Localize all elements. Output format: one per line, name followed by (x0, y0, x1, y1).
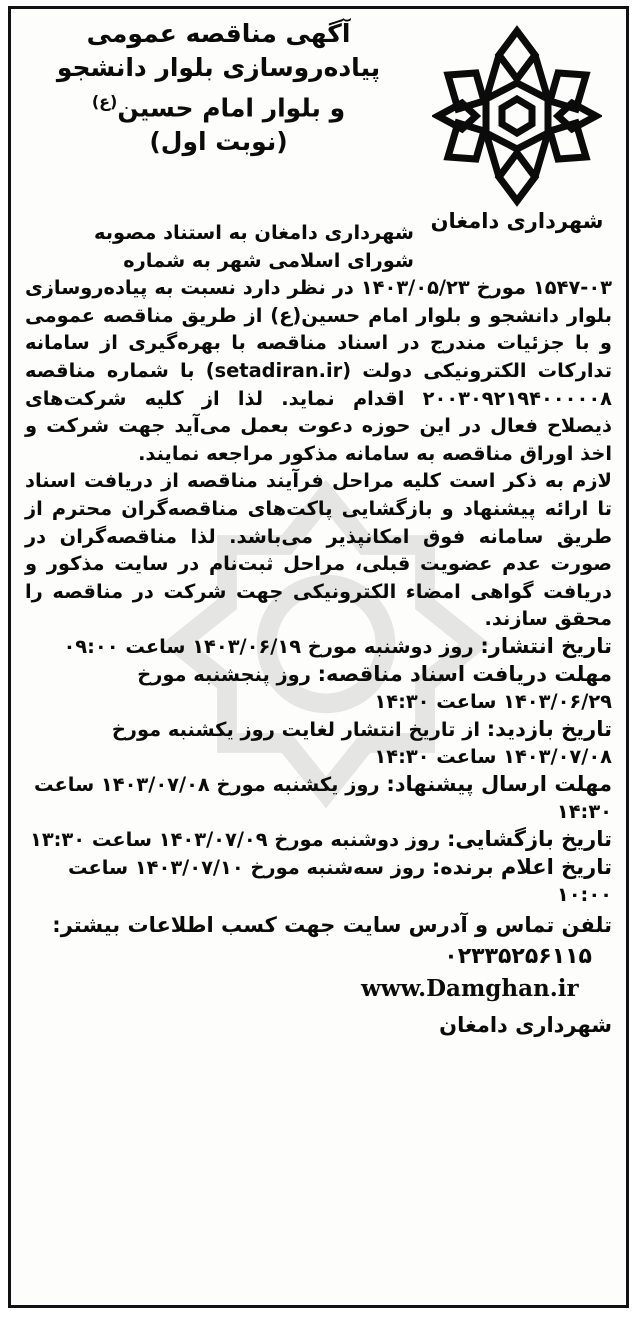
schedule-item (25, 854, 612, 909)
title-superscript: (ع) (91, 92, 118, 111)
title-line-1: آگهی مناقصه عمومی (86, 19, 351, 48)
intro-body: ۱۵۴۷-۰۳ مورخ ۱۴۰۳/۰۵/۲۳ در نظر دارد نسبت به پیاده‌روسازی بلوار دانشجو و بلوار امام حسین(ع) از طریق مناقصه عمومی و با جزئیات مندرج در اسناد مناقصه با بهره‌گیری از سامانه تدارکات الکترونیکی دولت (setadiran.ir) با شماره مناقصه ۲۰۰۳۰۹۲۱۹۴۰۰۰۰۰۸ اقدام نماید. لذا از کلیه شرکت‌های ذیصلاح فعال در این حوزه دعوت بعمل می‌آید جهت شرکت و اخذ اوراق مناقصه به سامانه مذکور مراجعه نمایند. (25, 276, 612, 465)
schedule-value: روز پنجشنبه مورخ ۱۴۰۳/۰۶/۲۹ ساعت ۱۴:۳۰ (137, 662, 612, 714)
schedule-item (25, 826, 612, 854)
schedule-value: روز دوشنبه مورخ ۱۴۰۳/۰۶/۱۹ ساعت ۰۹:۰۰ (63, 634, 481, 658)
schedule-item (25, 661, 612, 716)
schedule-value: روز سه‌شنبه مورخ ۱۴۰۳/۰۷/۱۰ ساعت ۱۰:۰۰ (67, 855, 612, 907)
advertisement-frame (8, 6, 629, 1308)
schedule-list (25, 633, 612, 909)
intro-line-1: شهرداری دامغان به استناد مصوبه (94, 221, 414, 244)
intro-paragraph (25, 219, 612, 467)
header (25, 17, 612, 245)
schedule-item (25, 771, 612, 826)
damghan-logo-icon (432, 25, 602, 207)
municipality-logo-block (422, 19, 612, 247)
contact-phone[interactable]: ۰۲۳۳۵۲۵۶۱۱۵ (444, 943, 592, 969)
notice-paragraph: لازم به ذکر است کلیه مراحل فرآیند مناقصه از دریافت اسناد تا ارائه پیشنهاد و بازگشایی پاکت‌های مناقصه‌گران محترم از طریق سامانه فوق امکانپذیر می‌باشد. لذا مناقصه‌گران در صورت عدم عضویت قبلی، مراحل ثبت‌نام در سایت مذکور و دریافت گواهی امضاء الکترونیکی جهت شرکت در مناقصه را محقق سازند. (25, 469, 612, 631)
intro-line-2: شورای اسلامی شهر به شماره (123, 248, 414, 272)
schedule-label: تاریخ انتشار: (480, 633, 612, 658)
contact-block (25, 909, 612, 1005)
schedule-item (25, 716, 612, 771)
schedule-label: تاریخ بازدید: (486, 716, 612, 741)
schedule-label: تاریخ اعلام برنده: (431, 854, 612, 879)
contact-label: تلفن تماس و آدرس سایت جهت کسب اطلاعات بیشتر: (52, 912, 612, 937)
schedule-value: روز دوشنبه مورخ ۱۴۰۳/۰۷/۰۹ ساعت ۱۳:۳۰ (30, 828, 447, 852)
logo-caption: شهرداری دامغان (430, 209, 604, 233)
schedule-label: مهلت ارسال پیشنهاد: (386, 771, 612, 796)
schedule-label: تاریخ بازگشایی: (446, 827, 612, 852)
title-line-4: (نوبت اول) (149, 127, 288, 157)
title-line-2: پیاده‌روسازی بلوار دانشجو (56, 53, 381, 82)
schedule-item (25, 633, 612, 661)
footer-signature: شهرداری دامغان (439, 1012, 612, 1037)
schedule-value: از تاریخ انتشار لغایت روز یکشنبه مورخ ۱۴۰۳/۰۷/۰۸ ساعت ۱۴:۳۰ (111, 717, 612, 769)
website-link[interactable]: www.Damghan.ir (361, 974, 579, 1002)
title-block (25, 17, 412, 159)
advertisement-content (25, 17, 612, 1297)
title-line-3 (25, 85, 412, 125)
schedule-value: روز یکشنبه مورخ ۱۴۰۳/۰۷/۰۸ ساعت ۱۴:۳۰ (34, 772, 612, 824)
schedule-label: مهلت دریافت اسناد مناقصه: (317, 661, 612, 686)
title-line-3-text: و بلوار امام حسین (117, 93, 346, 123)
